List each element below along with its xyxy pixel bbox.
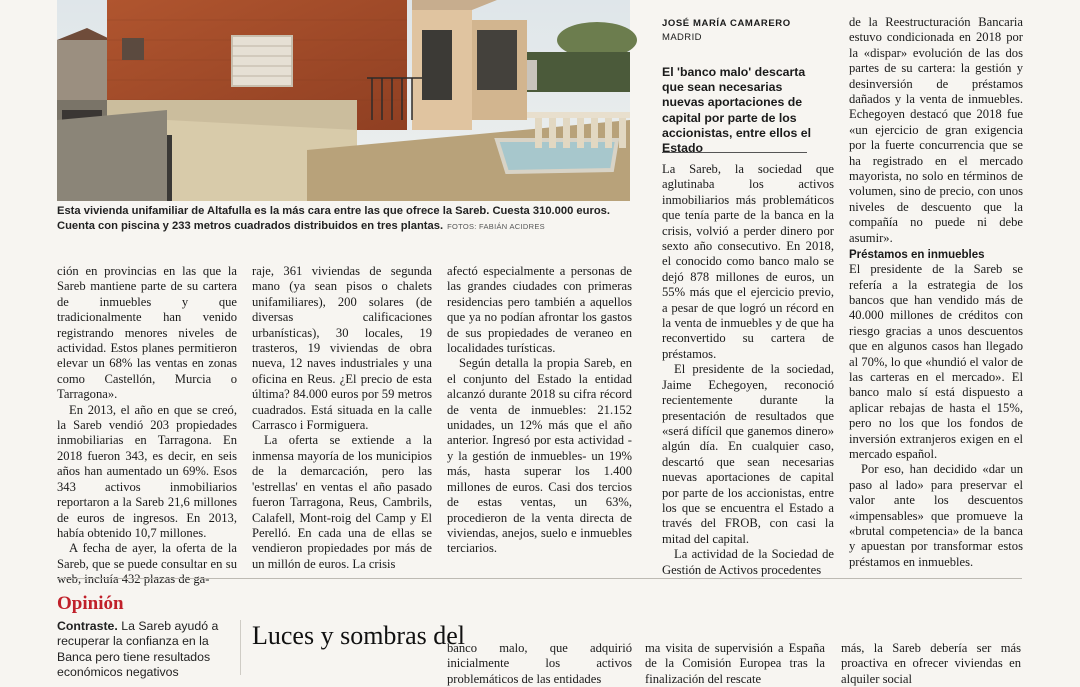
paragraph: La Sareb, la sociedad que aglutinaba los activos inmobiliarios más problemáticos que tenía parte de la banca en la crisis, volvió a perder dinero por sexto año consecutivo. En 2018, el conocido como banco malo se dejó 878 millones de euros, un 55% más que el ejercicio previo, a pesar de que logró un récord en la venta de inmuebles y de que ha reconvertido su cartera de préstamos. — [662, 162, 834, 361]
paragraph: banco malo, que adquirió inicialmente los activos problemáticos de las entidades — [447, 641, 632, 686]
column-rule — [240, 620, 241, 675]
opinion-contraste — [57, 619, 227, 681]
paragraph: Por eso, han decidido «dar un paso al lado» para preservar el valor ante los descuentos «impensables» que promueve la «brutal competencia» de la banca y apuestan por transformar estos préstamos en inmuebles. — [849, 462, 1023, 569]
article-left-column-1 — [57, 264, 237, 587]
paragraph: de la Reestructuración Bancaria estuvo condicionada en 2018 por la «dispar» evolución de las dos partes de su cartera: la gestión y desinversión de préstamos dañados y la venta de inmuebles. Echegoyen destacó que 2018 fue «un ejercicio de gran exigencia por la fuerte concurrencia que se ha registrado en el mercado mayorista, no solo en términos de volumen, sino de precio, con unos niveles de descuento que la compañía no puede ni debe asumir». — [849, 15, 1023, 245]
subheading: Préstamos en inmuebles — [849, 249, 985, 262]
article-right-column-2 — [849, 15, 1023, 569]
kicker-divider — [662, 152, 807, 153]
byline — [662, 17, 791, 45]
article-left-column-3 — [447, 264, 632, 564]
house-photo-illustration — [57, 0, 630, 201]
opinion-column-b — [645, 641, 825, 686]
paragraph: raje, 361 viviendas de segunda mano (ya sean pisos o chalets unifamiliares), 200 solares (de diversas calificaciones urbanísticas), 30 locales, 19 trasteros, 19 viviendas de obra nueva, 12 naves industriales y una oficina en Reus. ¿El precio de esta última? 84.000 euros por 59 metros cuadrados. Está situada en la calle Carrasco i Formiguera. — [252, 264, 432, 433]
house-photo — [57, 0, 630, 201]
paragraph: La oferta se extiende a la inmensa mayoría de los municipios de la demarcación, pero las 'estrellas' en ventas el año pasado fueron Tarragona, Reus, Cambrils, Calafell, Mont-roig del Camp y El Perelló. En cada una de ellas se vendieron propiedades por más de un millón de euros. La crisis — [252, 433, 432, 571]
byline-author: JOSÉ MARÍA CAMARERO — [662, 18, 791, 29]
section-divider — [57, 578, 1022, 579]
paragraph: El presidente de la sociedad, Jaime Echegoyen, reconoció recientemente durante la presentación de resultados que «será difícil que ganemos dinero» algún día. En cualquier caso, descartó que sean necesarias nuevas aportaciones de capital por parte de los accionistas, entre los que se encuentra el Estado a través del FROB, con casi la mitad del capital. — [662, 362, 834, 546]
article-kicker: El 'banco malo' descarta que sean necesarias nuevas aportaciones de capital por parte de los accionistas, entre ellos el Estado — [662, 65, 811, 156]
paragraph: El presidente de la Sareb se refería a la estrategia de los bancos que han vendido más de 40.000 millones de créditos con riesgo gracias a unos descuentos que en algunos casos han llegado al 70%, lo que «hundió el valor de las carteras en el mercado». El banco malo sí está dispuesto a aplicar rebajas de hasta el 15%, pero no los que los fondos de inversión extranjeros exigen en el mercado español. — [849, 262, 1023, 461]
opinion-headline: Luces y sombras del — [252, 621, 466, 650]
paragraph: Según detalla la propia Sareb, en el conjunto del Estado la entidad alcanzó durante 2018 su cifra récord de venta de inmuebles: 21.152 unidades, un 12% más que el año anterior. Ingresó por esta actividad -y la gestión de inmuebles- un 19% más, hasta superar los 1.400 millones de euros. Casi dos tercios de estas ventas, un 63%, procedieron de la venta directa de viviendas, anejos, suelo e inmuebles terciarios. — [447, 356, 632, 556]
contraste-text: La Sareb ayudó a recuperar la confianza en la Banca pero tiene resultados económicos negativos — [57, 619, 219, 680]
paragraph: ción en provincias en las que la Sareb mantiene parte de su cartera de inmuebles y que tradicionalmente han venido registrando menores niveles de actividad. Estos planes permitieron elevar un 68% las ventas en zonas como Castellón, Murcia o Tarragona». — [57, 264, 237, 402]
paragraph: ma visita de supervisión a España de la Comisión Europea tras la finalización del rescate — [645, 641, 825, 686]
opinion-section-title: Opinión — [57, 593, 124, 614]
byline-location: MADRID — [662, 32, 702, 43]
opinion-column-a — [447, 641, 632, 686]
photo-caption — [57, 204, 637, 234]
paragraph: La actividad de la Sociedad de Gestión de Activos procedentes — [662, 547, 834, 577]
paragraph: En 2013, el año en que se creó, la Sareb vendió 203 propiedades inmobiliarias en Tarragona. En 2018 fueron 343, es decir, en seis años han aumentado un 69%. Esos 343 activos inmobiliarios reportaron a la Sareb 21,6 millones de euros de ingresos. En 2013, había obtenido 10,7 millones. — [57, 402, 237, 540]
paragraph: más, la Sareb debería ser más proactiva en ofrecer viviendas en alquiler social — [841, 641, 1021, 686]
paragraph: afectó especialmente a personas de las grandes ciudades con primeras residencias pero también a aquellos que ya no podían afrontar los gastos de sus propiedades de veraneo en localidades turísticas. — [447, 264, 632, 356]
article-left-column-2 — [252, 264, 432, 571]
photo-caption-text: Esta vivienda unifamiliar de Altafulla es la más cara entre las que ofrece la Sareb. Cuesta 310.000 euros. Cuenta con piscina y 233 metros cuadrados distribuidos en tres plantas. — [57, 205, 610, 232]
photo-credit: FOTOS: FABIÁN ACIDRES — [447, 222, 545, 231]
opinion-column-c — [841, 641, 1021, 686]
paragraph: A fecha de ayer, la oferta de la Sareb, que se puede consultar en su web, incluía 432 plazas de ga- — [57, 541, 237, 587]
article-right-column-1 — [662, 162, 834, 577]
contraste-label: Contraste. — [57, 619, 118, 633]
